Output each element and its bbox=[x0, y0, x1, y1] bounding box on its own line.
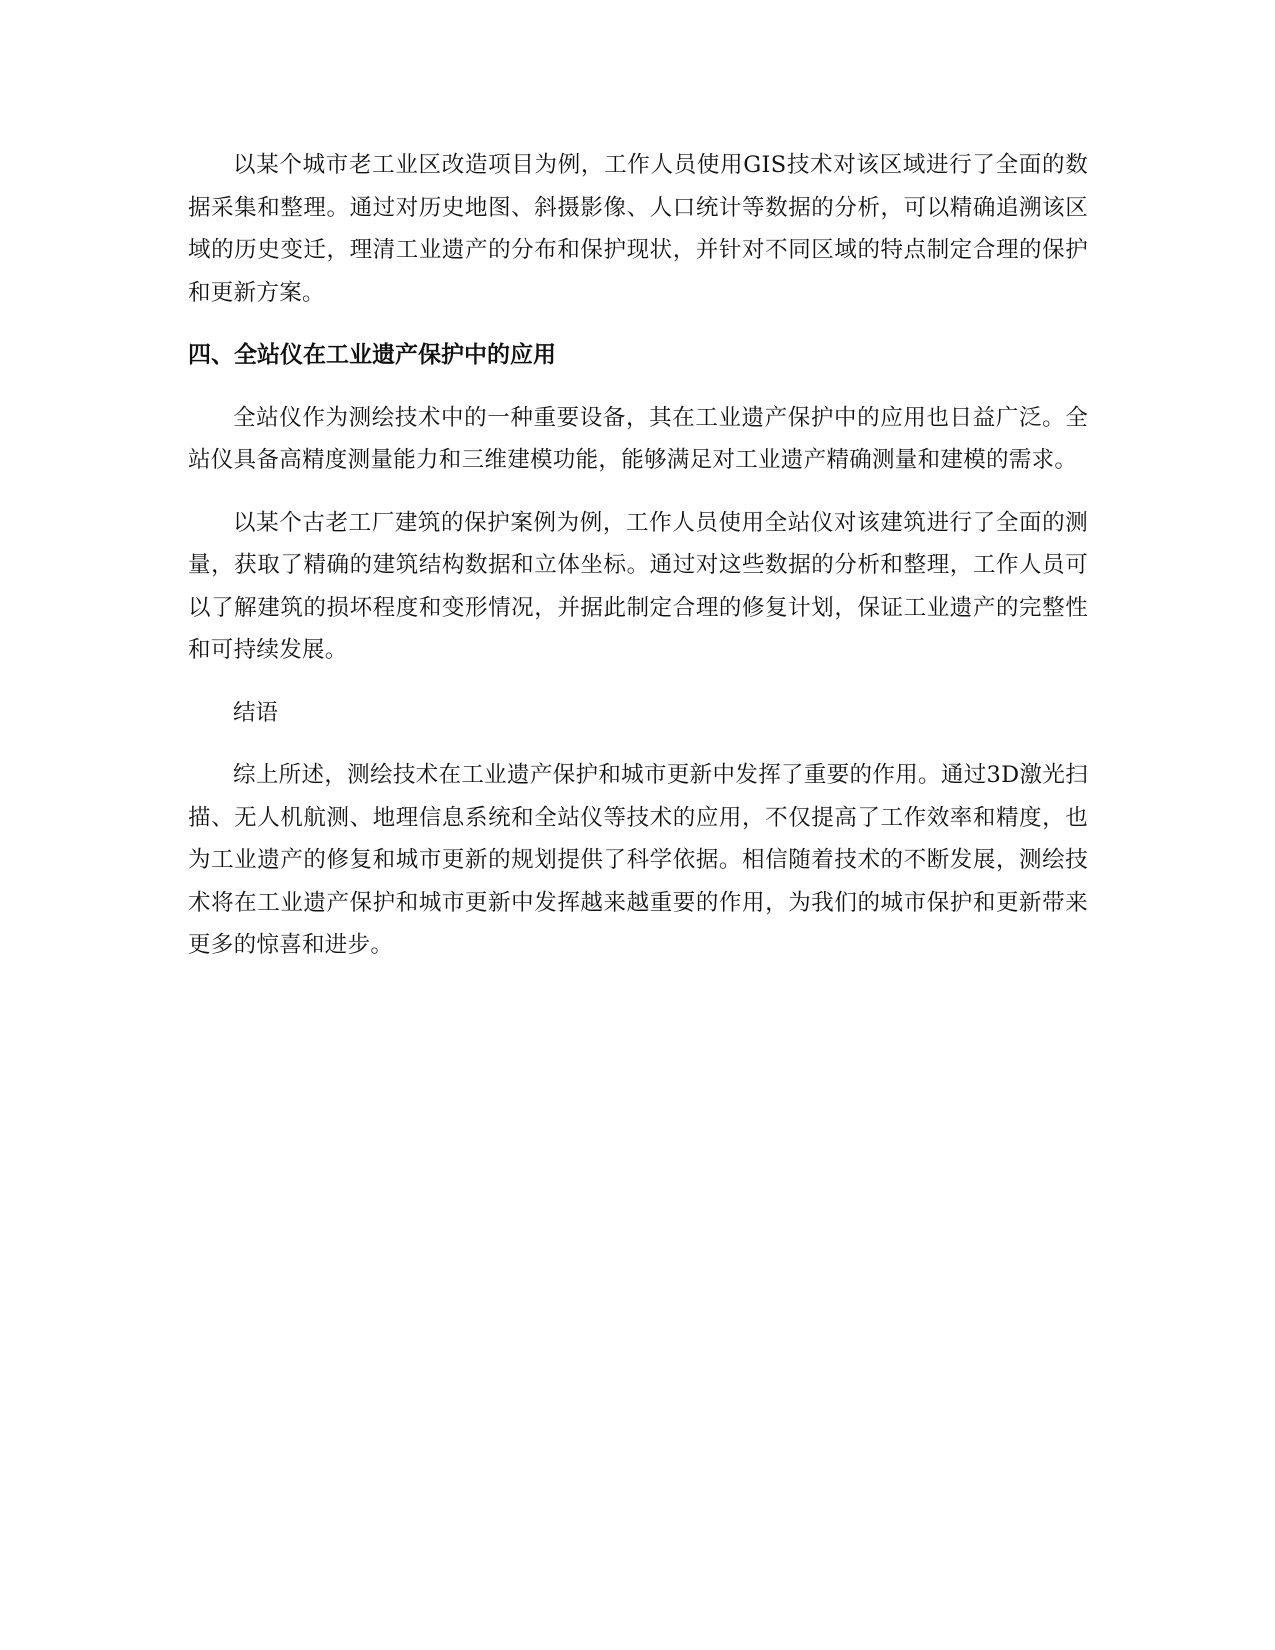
paragraph-gis-case: 以某个城市老工业区改造项目为例，工作人员使用GIS技术对该区域进行了全面的数据采集和整理。通过对历史地图、斜摄影像、人口统计等数据的分析，可以精确追溯该区域的历史变迁，理清工业遗产的分布和保护现状，并针对不同区域的特点制定合理的保护和更新方案。 bbox=[188, 152, 1088, 306]
paragraph-total-station-intro: 全站仪作为测绘技术中的一种重要设备，其在工业遗产保护中的应用也日益广泛。全站仪具备高精度测量能力和三维建模功能，能够满足对工业遗产精确测量和建模的需求。 bbox=[188, 404, 1088, 473]
section-heading-total-station: 四、全站仪在工业遗产保护中的应用 bbox=[188, 342, 556, 368]
conclusion-label: 结语 bbox=[233, 699, 279, 726]
paragraph-factory-case: 以某个古老工厂建筑的保护案例为例，工作人员使用全站仪对该建筑进行了全面的测量，获取了精确的建筑结构数据和立体坐标。通过对这些数据的分析和整理，工作人员可以了解建筑的损坏程度和变形情况，并据此制定合理的修复计划，保证工业遗产的完整性和可持续发展。 bbox=[188, 509, 1088, 663]
document-body bbox=[188, 144, 1088, 987]
paragraph-conclusion: 综上所述，测绘技术在工业遗产保护和城市更新中发挥了重要的作用。通过3D激光扫描、无人机航测、地理信息系统和全站仪等技术的应用，不仅提高了工作效率和精度，也为工业遗产的修复和城市更新的规划提供了科学依据。相信随着技术的不断发展，测绘技术将在工业遗产保护和城市更新中发挥越来越重要的作用，为我们的城市保护和更新带来更多的惊喜和进步。 bbox=[188, 762, 1088, 958]
